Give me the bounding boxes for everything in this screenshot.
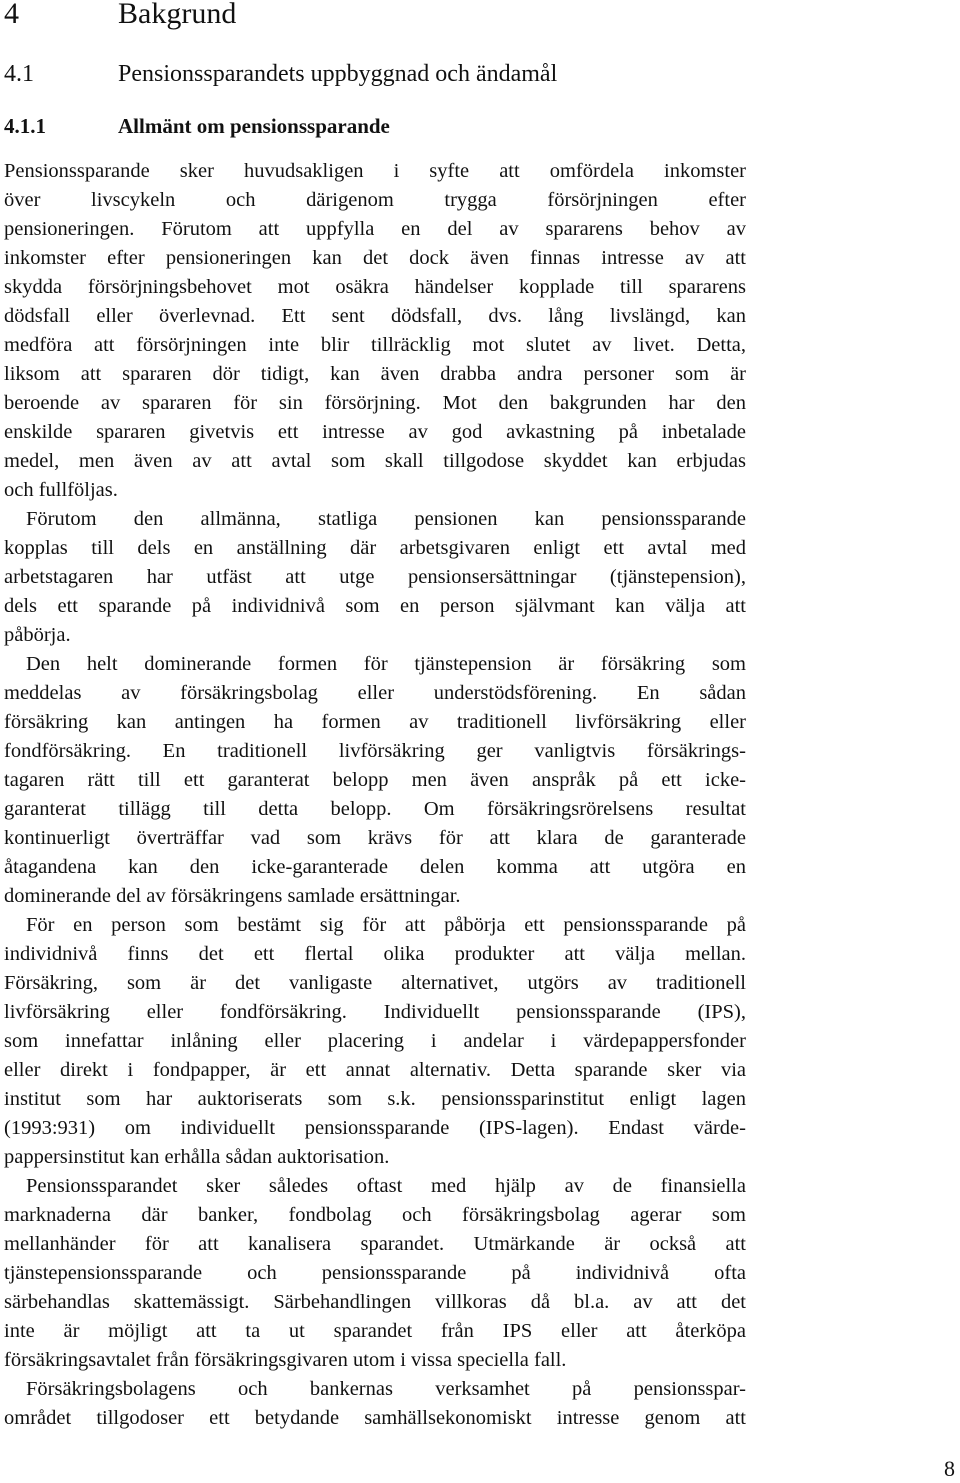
- text-line: pensioneringen. Förutom att uppfylla en del av spararens behov av: [4, 218, 746, 240]
- text-line: tagaren rätt till ett garanterat belopp men även anspråk på ett icke-: [4, 769, 746, 791]
- text-line: kontinuerligt överträffar vad som krävs för att klara de garanterade: [4, 827, 746, 849]
- text-line: försäkringsavtalet från försäkringsgivaren utom i vissa speciella fall.: [4, 1349, 567, 1371]
- text-line: arbetstagaren har utfäst att utge pensionsersättningar (tjänstepension),: [4, 566, 746, 588]
- page-number: 8: [944, 1456, 955, 1481]
- text-line: mellanhänder för att kanalisera sparandet. Utmärkande är också att: [4, 1233, 746, 1255]
- paragraph: [4, 157, 746, 505]
- section-heading: [4, 58, 557, 90]
- text-line: dödsfall eller överlevnad. Ett sent dödsfall, dvs. lång livslängd, kan: [4, 305, 746, 327]
- text-line: Den helt dominerande formen för tjänstepension är försäkring som: [26, 653, 746, 675]
- text-line: området tillgodoser ett betydande samhällsekonomiskt intresse genom att: [4, 1407, 746, 1429]
- chapter-number: 4: [4, 0, 19, 30]
- text-line: Försäkring, som är det vanligaste alternativet, utgörs av traditionell: [4, 972, 746, 994]
- text-line: meddelas av försäkringsbolag eller understödsförening. En sådan: [4, 682, 746, 704]
- paragraph: [4, 1172, 746, 1375]
- text-line: Pensionssparandet sker således oftast med hjälp av de finansiella: [26, 1175, 746, 1197]
- text-line: över livscykeln och därigenom trygga försörjningen efter: [4, 189, 746, 211]
- subsection-title: Allmänt om pensionssparande: [118, 114, 390, 138]
- text-line: eller direkt i fondpapper, är ett annat alternativ. Detta sparande sker via: [4, 1059, 746, 1081]
- text-line: åtagandena kan den icke-garanterade delen komma att utgöra en: [4, 856, 746, 878]
- text-line: Försäkringsbolagens och bankernas verksamhet på pensionsspar-: [26, 1378, 746, 1400]
- chapter-title: Bakgrund: [118, 0, 237, 30]
- text-line: liksom att spararen dör tidigt, kan även drabba andra personer som är: [4, 363, 746, 385]
- text-line: garanterat tillägg till detta belopp. Om försäkringsrörelsens resultat: [4, 798, 746, 820]
- paragraph: [4, 1375, 746, 1433]
- text-line: dels ett sparande på individnivå som en person självmant kan välja att: [4, 595, 746, 617]
- body-text: [4, 157, 746, 1433]
- text-line: individnivå finns det ett flertal olika produkter att välja mellan.: [4, 943, 746, 965]
- text-line: medföra att försörjningen inte blir tillräcklig mot slutet av livet. Detta,: [4, 334, 746, 356]
- text-line: enskilde spararen givetvis ett intresse av god avkastning på inbetalade: [4, 421, 746, 443]
- text-line: dominerande del av försäkringens samlade ersättningar.: [4, 885, 461, 907]
- paragraph: [4, 505, 746, 650]
- text-line: pappersinstitut kan erhålla sådan auktorisation.: [4, 1146, 390, 1168]
- text-line: livförsäkring eller fondförsäkring. Individuellt pensionssparande (IPS),: [4, 1001, 746, 1023]
- text-line: särbehandlas skattemässigt. Särbehandlingen villkoras då bl.a. av att det: [4, 1291, 746, 1313]
- text-line: fondförsäkring. En traditionell livförsäkring ger vanligtvis försäkrings-: [4, 740, 746, 762]
- text-line: beroende av spararen för sin försörjning. Mot den bakgrunden har den: [4, 392, 746, 414]
- text-line: marknaderna där banker, fondbolag och försäkringsbolag agerar som: [4, 1204, 746, 1226]
- subsection-number: 4.1.1: [4, 114, 46, 138]
- text-line: tjänstepensionssparande och pensionssparande på individnivå ofta: [4, 1262, 746, 1284]
- text-line: Förutom den allmänna, statliga pensionen kan pensionssparande: [26, 508, 746, 530]
- text-line: kopplas till dels en anställning där arbetsgivaren enligt ett avtal med: [4, 537, 746, 559]
- text-line: medel, men även av att avtal som skall tillgodose skyddet kan erbjudas: [4, 450, 746, 472]
- text-line: påbörja.: [4, 624, 71, 646]
- text-line: inkomster efter pensioneringen kan det dock även finnas intresse av att: [4, 247, 746, 269]
- text-line: För en person som bestämt sig för att påbörja ett pensionssparande på: [26, 914, 746, 936]
- text-line: institut som har auktoriserats som s.k. pensionssparinstitut enligt lagen: [4, 1088, 746, 1110]
- text-line: skydda försörjningsbehovet mot osäkra händelser kopplade till spararens: [4, 276, 746, 298]
- text-line: inte är möjligt att ta ut sparandet från IPS eller att återköpa: [4, 1320, 746, 1342]
- subsection-heading: [4, 112, 390, 140]
- paragraph: [4, 650, 746, 911]
- text-line: försäkring kan antingen ha formen av traditionell livförsäkring eller: [4, 711, 746, 733]
- text-line: och fullföljas.: [4, 479, 118, 501]
- paragraph: [4, 911, 746, 1172]
- text-line: (1993:931) om individuellt pensionssparande (IPS-lagen). Endast värde-: [4, 1117, 746, 1139]
- section-title: Pensionssparandets uppbyggnad och ändamål: [118, 61, 558, 87]
- text-line: Pensionssparande sker huvudsakligen i syfte att omfördela inkomster: [4, 160, 746, 182]
- text-line: som innefattar inlåning eller placering i andelar i värdepappersfonder: [4, 1030, 746, 1052]
- section-number: 4.1: [4, 61, 34, 87]
- chapter-heading: [4, 0, 236, 34]
